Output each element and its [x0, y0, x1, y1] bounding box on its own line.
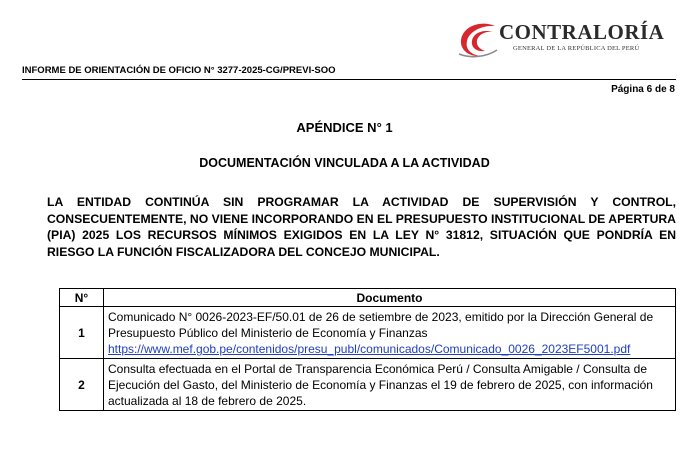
appendix-title: APÉNDICE N° 1 — [296, 120, 393, 135]
page-number: Página 6 de 8 — [611, 84, 675, 95]
header-divider — [22, 79, 676, 80]
row-number: 1 — [60, 307, 104, 359]
row-document-cell — [104, 359, 676, 411]
logo-subtitle-text: GENERAL DE LA REPÚBLICA DEL PERÚ — [513, 45, 640, 52]
contraloria-logo — [455, 18, 675, 62]
column-header-number: N° — [60, 289, 104, 307]
document-description: Comunicado N° 0026-2023-EF/50.01 de 26 de setiembre de 2023, emitido por la Dirección General de Presupuesto Público del Ministerio de Economía y Finanzas — [108, 310, 654, 340]
documents-table — [59, 288, 676, 411]
row-number: 2 — [60, 359, 104, 411]
table-row — [60, 359, 676, 411]
table-header-row — [60, 289, 676, 307]
section-title: DOCUMENTACIÓN VINCULADA A LA ACTIVIDAD — [199, 156, 490, 170]
document-description: Consulta efectuada en el Portal de Transparencia Económica Perú / Consulta Amigable / Consulta de Ejecución del Gasto, del Ministerio de Economía y Finanzas el 19 de febrero de 2025, con información actualizada al 18 de febrero de 2025. — [108, 362, 653, 408]
logo-brand-text: CONTRALORÍA — [499, 20, 665, 44]
contraloria-swoosh-icon — [455, 20, 499, 60]
column-header-document: Documento — [104, 289, 676, 307]
document-link[interactable]: https://www.mef.gob.pe/contenidos/presu_publ/comunicados/Comunicado_0026_2023EF5001.pdf — [108, 342, 631, 356]
statement-paragraph: LA ENTIDAD CONTINÚA SIN PROGRAMAR LA ACTIVIDAD DE SUPERVISIÓN Y CONTROL, CONSECUENTEMENTE, NO VIENE INCORPORANDO EN EL PRESUPUESTO INSTITUCIONAL DE APERTURA (PIA) 2025 LOS RECURSOS MÍNIMOS EXIGIDOS EN LA LEY N° 31812, SITUACIÓN QUE PONDRÍA EN RIESGO LA FUNCIÓN FISCALIZADORA DEL CONCEJO MUNICIPAL. — [47, 195, 676, 259]
row-document-cell — [104, 307, 676, 359]
report-reference: INFORME DE ORIENTACIÓN DE OFICIO N° 3277-2025-CG/PREVI-SOO — [22, 65, 336, 76]
table-row — [60, 307, 676, 359]
